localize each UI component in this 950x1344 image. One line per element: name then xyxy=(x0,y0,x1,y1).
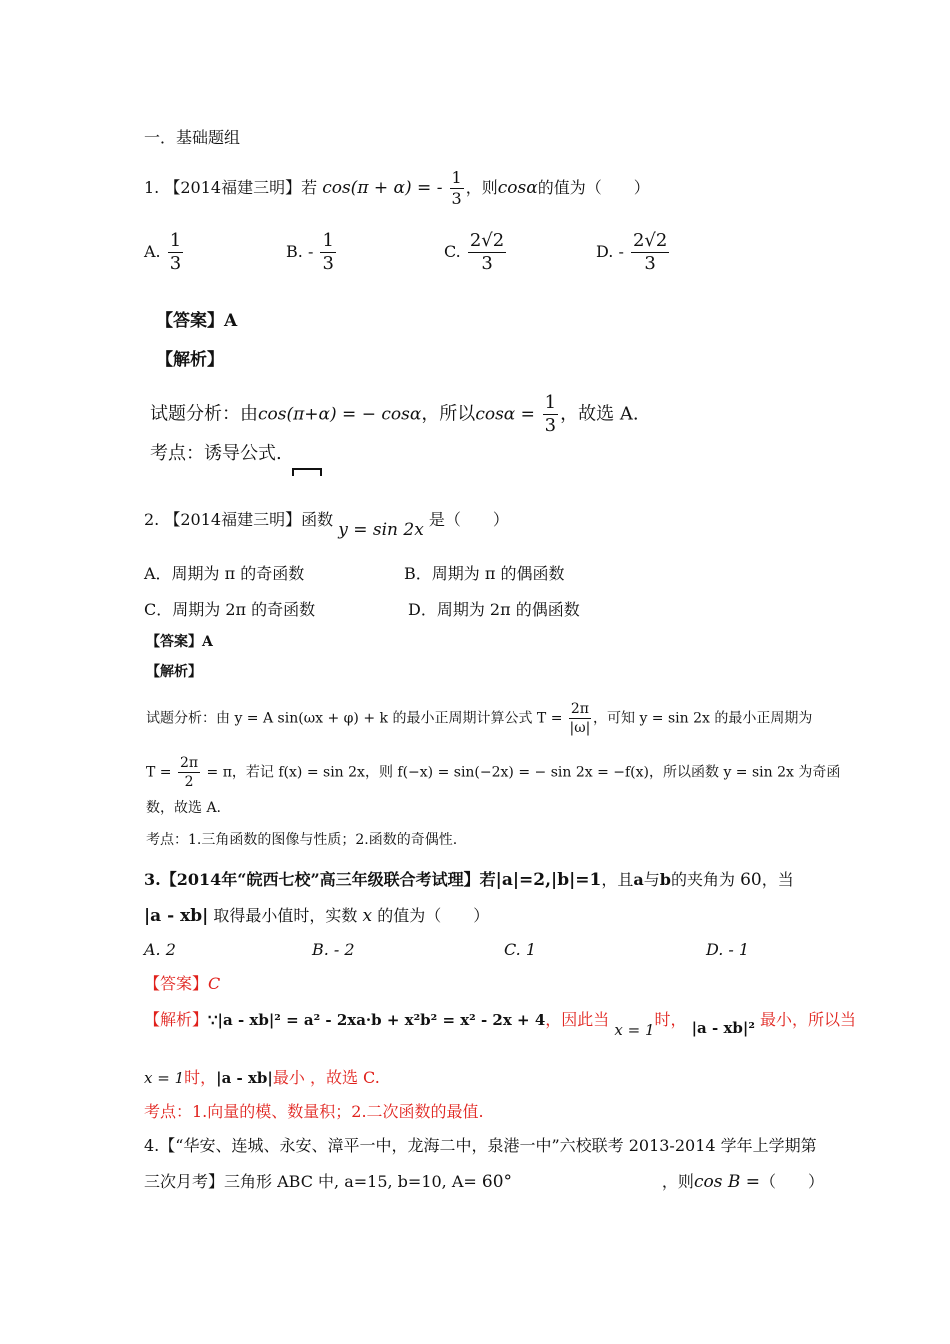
answer-line xyxy=(146,632,213,652)
question-2-stem xyxy=(144,510,509,540)
option-sign: - xyxy=(618,242,624,261)
stem-text: 若 xyxy=(301,178,318,197)
expression: cos(π+α) = − cosα xyxy=(258,404,422,425)
analysis-tag: 【解析】 xyxy=(146,664,202,680)
fraction-numerator: 1 xyxy=(544,392,557,413)
expression: x = 1 xyxy=(144,1069,185,1087)
angle-value: 60° xyxy=(481,1172,513,1192)
question-4-stem-line-2 xyxy=(144,1172,824,1192)
answer-tag: 【答案】 xyxy=(156,311,224,331)
stem-text: 与 xyxy=(643,870,660,889)
stem-text: ，则 xyxy=(465,178,498,197)
analysis-line-1 xyxy=(146,702,812,735)
equation: cos(π + α) = - xyxy=(322,178,443,198)
analysis-line-1 xyxy=(144,1010,857,1039)
fraction-denominator: 3 xyxy=(481,253,493,274)
fraction xyxy=(631,232,669,273)
expression: |a|=2,|b|=1 xyxy=(495,870,602,890)
fraction-numerator: 1 xyxy=(451,168,462,187)
stem-text: ，当 xyxy=(761,870,794,889)
expression: y = sin 2x xyxy=(338,520,424,540)
stem-text: 是（ ） xyxy=(428,510,509,529)
stem-text: 的夹角为 xyxy=(670,870,735,889)
kaodian: 考点：1.三角函数的图像与性质；2.函数的奇偶性. xyxy=(146,832,458,848)
question-number: 2. xyxy=(144,510,160,529)
stem-text: ，则 xyxy=(661,1172,694,1191)
analysis-part: 试题分析：由 xyxy=(150,403,258,425)
angle-value: 60 xyxy=(740,870,762,890)
expression: |a - xb| xyxy=(216,1069,273,1087)
answer-tag: 【答案】 xyxy=(146,634,202,650)
kaodian: 考点：1.向量的模、数量积；2.二次函数的最值. xyxy=(144,1102,484,1121)
answer-value: A xyxy=(202,634,213,650)
option-d xyxy=(596,232,671,273)
fraction xyxy=(178,756,200,789)
expression: cosα = xyxy=(475,404,535,425)
option-a xyxy=(144,232,185,273)
vector-a: a xyxy=(633,870,644,889)
analysis-part: ，故选 A. xyxy=(560,403,639,425)
expression: |a - xb|² xyxy=(691,1019,755,1037)
analysis-part: = π，若记 f(x) = sin 2x，则 f(−x) = sin(−2x) = − sin 2x = −f(x)，所以函数 y = sin 2x 为奇函 xyxy=(206,764,841,781)
fraction xyxy=(450,170,464,207)
question-number: 1. xyxy=(144,178,160,197)
question-source: 【2014福建三明】 xyxy=(164,178,302,197)
fraction-numerator: 2π xyxy=(179,755,199,771)
option-c: C. 1 xyxy=(504,940,537,959)
option-c xyxy=(444,232,508,273)
analysis-part: T = xyxy=(146,764,172,781)
vector-b: b xyxy=(659,870,671,889)
fraction xyxy=(543,394,558,435)
analysis-line-3: 数，故选 A. xyxy=(146,800,222,816)
option-d: D．周期为 2π 的偶函数 xyxy=(408,600,580,619)
analysis-part: 最小，所以当 xyxy=(760,1010,857,1029)
fraction xyxy=(320,232,335,273)
fraction-numerator: 2√2 xyxy=(469,230,505,251)
option-b xyxy=(286,232,338,273)
expression: |a - xb| xyxy=(144,906,209,926)
section-title: 一．基础题组 xyxy=(144,128,241,147)
stem-text: 的值为（ ） xyxy=(537,178,650,197)
option-a: A. 2 xyxy=(144,940,176,959)
fraction-numerator: 2π xyxy=(570,701,589,717)
question-3-stem-line-2 xyxy=(144,906,489,926)
fraction-denominator: 3 xyxy=(451,189,462,208)
question-3-stem-line-1 xyxy=(144,870,794,890)
stem-text: 函数 xyxy=(301,510,334,529)
fraction-denominator: 3 xyxy=(644,253,656,274)
option-label: D. xyxy=(596,242,614,261)
option-b: B. - 2 xyxy=(312,940,355,959)
option-b: B．周期为 π 的偶函数 xyxy=(404,564,565,583)
fraction-numerator: 1 xyxy=(322,230,334,251)
expression: ∵|a - xb|² = a² - 2xa·b + x²b² = x² - 2x + 4 xyxy=(208,1011,546,1029)
answer-tag: 【答案】 xyxy=(144,974,209,993)
expression: cos B = xyxy=(693,1172,760,1192)
option-d: D. - 1 xyxy=(706,940,750,959)
question-1-stem xyxy=(144,170,650,207)
analysis-line-2 xyxy=(146,756,840,789)
option-label: B. xyxy=(286,242,303,261)
fraction xyxy=(468,232,506,273)
fraction-denominator: 2 xyxy=(184,774,194,790)
fraction xyxy=(168,232,183,273)
analysis-tag: 【解析】 xyxy=(144,1010,209,1029)
question-4-stem-line-1: 4.【“华安、连城、永安、漳平一中，龙海二中，泉港一中”六校联考 2013-2014 学年上学期第 xyxy=(144,1136,817,1155)
analysis-line-2 xyxy=(144,1068,380,1088)
answer-line xyxy=(144,974,220,994)
analysis-part: ，因此当 xyxy=(545,1010,610,1029)
kaodian: 考点：诱导公式. xyxy=(150,443,282,464)
fraction xyxy=(569,702,591,735)
fraction-denominator: |ω| xyxy=(569,720,591,736)
option-label: A. xyxy=(144,242,161,261)
fraction-numerator: 2√2 xyxy=(632,230,668,251)
answer-value: A xyxy=(224,311,238,331)
stem-text: （ ） xyxy=(759,1172,824,1191)
fraction-denominator: 3 xyxy=(169,253,182,274)
expression: cosα xyxy=(497,178,538,198)
stem-text: 取得最小值时，实数 xyxy=(213,906,358,925)
option-c: C．周期为 2π 的奇函数 xyxy=(144,600,316,619)
analysis-part: 试题分析：由 y = A sin(ωx + φ) + k 的最小正周期计算公式 T = xyxy=(146,710,563,727)
option-sign: - xyxy=(307,242,314,261)
analysis-text xyxy=(150,394,639,435)
expression: x = 1 xyxy=(614,1021,655,1039)
analysis-part: 最小 ，故选 C. xyxy=(272,1068,380,1087)
analysis-part: ，所以 xyxy=(421,403,476,425)
variable: x xyxy=(362,906,373,926)
stem-text: ，且 xyxy=(601,870,634,889)
analysis-part: 时， xyxy=(654,1010,687,1029)
analysis-part: ，可知 y = sin 2x 的最小正周期为 xyxy=(593,710,813,727)
option-a: A．周期为 π 的奇函数 xyxy=(144,564,305,583)
stem-text: 三次月考】三角形 ABC 中, a=15, b=10, A= xyxy=(144,1172,477,1191)
answer-line xyxy=(156,311,237,331)
stem-text: 的值为（ ） xyxy=(377,906,490,925)
fraction-denominator: 3 xyxy=(544,415,557,436)
analysis-tag: 【解析】 xyxy=(156,350,224,370)
question-source: 【2014福建三明】 xyxy=(164,510,302,529)
option-label: C. xyxy=(444,242,461,261)
question-source: 3.【2014年“皖西七校”高三年级联合考试理】若 xyxy=(144,870,496,889)
fraction-denominator: 3 xyxy=(322,253,334,274)
fraction-numerator: 1 xyxy=(169,230,182,251)
analysis-part: 时， xyxy=(184,1068,217,1087)
cursor-mark xyxy=(292,468,322,476)
answer-value: C xyxy=(208,974,221,993)
